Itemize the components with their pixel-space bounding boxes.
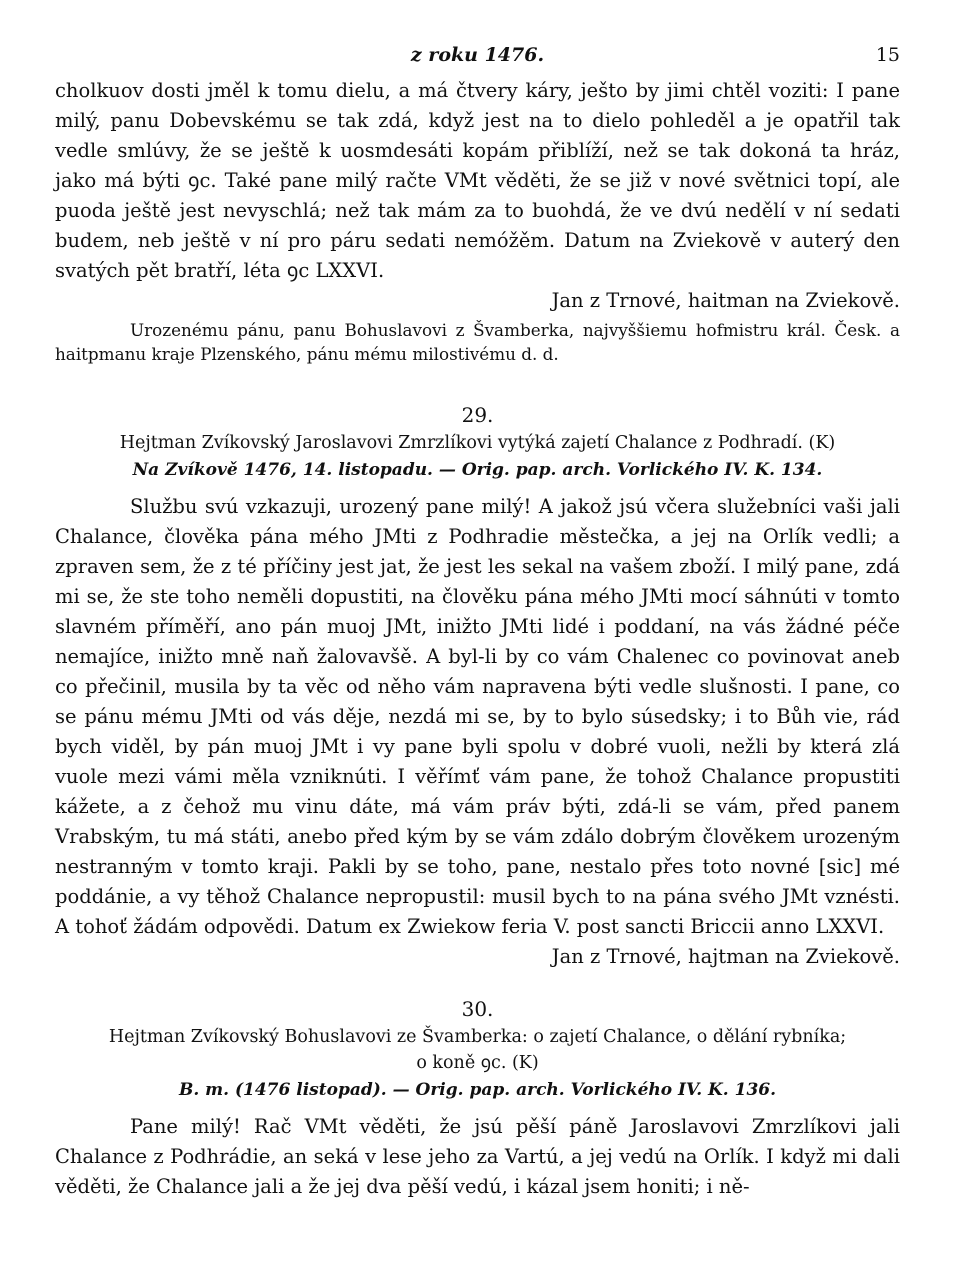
continuation-address: Urozenému pánu, panu Bohuslavovi z Švamberka, najvyššiemu hofmistru král. Česk. a haitpmanu kraje Plzenského, pánu mému milostivému d. d.	[55, 320, 900, 364]
continuation-signature: Jan z Trnové, haitman na Zviekově.	[551, 289, 900, 312]
doc29-source: Na Zvíkově 1476, 14. listopadu. — Orig. pap. arch. Vorlického IV. K. 134.	[132, 460, 823, 480]
doc30-heading-line1: Hejtman Zvíkovský Bohuslavovi ze Švamberka: o zajetí Chalance, o dělání rybníka;	[108, 1027, 847, 1047]
doc30-source: B. m. (1476 listopad). — Orig. pap. arch. Vorlického IV. K. 136.	[178, 1080, 777, 1100]
doc29-number: 29.	[461, 403, 494, 427]
doc29-text: Službu svú vzkazuji, urozený pane milý! A jakož jsú včera služebníci vaši jali Chalance, člověka pána mého JMti z Podhradie městečka, a jej na Orlík vedli; a zpraven sem, že z té příčiny jest jat, že jest les sekal na vašem zboží. I milý pane, zdá mi se, že ste toho neměli dopustiti, na člověku pána mého JMti mocí sáhnúti v tomto slavném příměří, ano pán muoj JMt, inižto JMti lidé i poddaní, na vás žádné péče nemajíce, inižto mně naň žalovavšě. A byl-li by co vám Chalenec co povinovat aneb co přečinil, musila by ta věc od něho vám napravena býti vedle slušnosti. I pane, co se pánu mému JMti od vás děje, nezdá mi se, by to bylo súsedsky; i to Bůh vie, rád bych viděl, by pán muoj JMt i vy pane byli spolu v dobré vuoli, nežli by která zlá vuole mezi vámi měla vzniknúti. I věřímť vám pane, že tohož Chalance propustiti kážete, a z čehož mu vinu dáte, má vám práv býti, zdá-li se vám, před panem Vrabským, tu má státi, anebo před kým by se vám zdálo dobrým člověkem urozeným nestranným v tomto kraji. Pakli by se toho, pane, nestalo přes toto novné [sic] mé poddánie, a vy těhož Chalance nepropustil: musil bych to na pána svého JMt vznésti. A tohoť žádám odpovědi. Datum ex Zwiekow feria V. post sancti Briccii anno LXXVI.	[55, 495, 900, 938]
page-header	[55, 40, 900, 76]
continuation-paragraph: cholkuov dosti jměl k tomu dielu, a má čtvery káry, ješto by jimi chtěl voziti: I pane milý, panu Dobevskému se tak zdá, když jest na to dielo pohleděl a je opatřil tak vedle smlúvy, že se ještě k uosmdesáti kopám přiblíží, než se tak dokoná ta hráz, jako má býti ꝯc. Také pane milý račte VMt věděti, že se již v nové světnici topí, ale puoda ještě jest nevyschlá; než tak mám za to buohdá, že ve dvú nedělí v ní sedati budem, neb ještě v ní pro páru sedati nemóžěm. Datum na Zviekově v auterý den svatých pět bratří, léta ꝯc LXXVI.	[55, 79, 900, 282]
doc29-heading: Hejtman Zvíkovský Jaroslavovi Zmrzlíkovi vytýká zajetí Chalance z Podhradí. (K)	[119, 433, 836, 453]
doc30-heading-line2: o koně ꝯc. (K)	[416, 1053, 539, 1073]
doc29-paragraph	[55, 492, 900, 968]
doc30-paragraph: Pane milý! Rač VMt věděti, že jsú pěší páně Jaroslavovi Zmrzlíkovi jali Chalance z Podhrádie, an seká v lese jeho za Vartú, a jej vedú na Orlík. I když mi dali věděti, že Chalance jali a že jej dva pěší vedú, i kázal jsem honiti; i ně-	[55, 1115, 900, 1198]
doc29-signature: Jan z Trnové, hajtman na Zviekově.	[551, 945, 900, 968]
doc30-number: 30.	[461, 997, 494, 1021]
page-number: 15	[875, 44, 900, 66]
document-page	[55, 40, 900, 1202]
running-title: z roku 1476.	[410, 44, 545, 66]
